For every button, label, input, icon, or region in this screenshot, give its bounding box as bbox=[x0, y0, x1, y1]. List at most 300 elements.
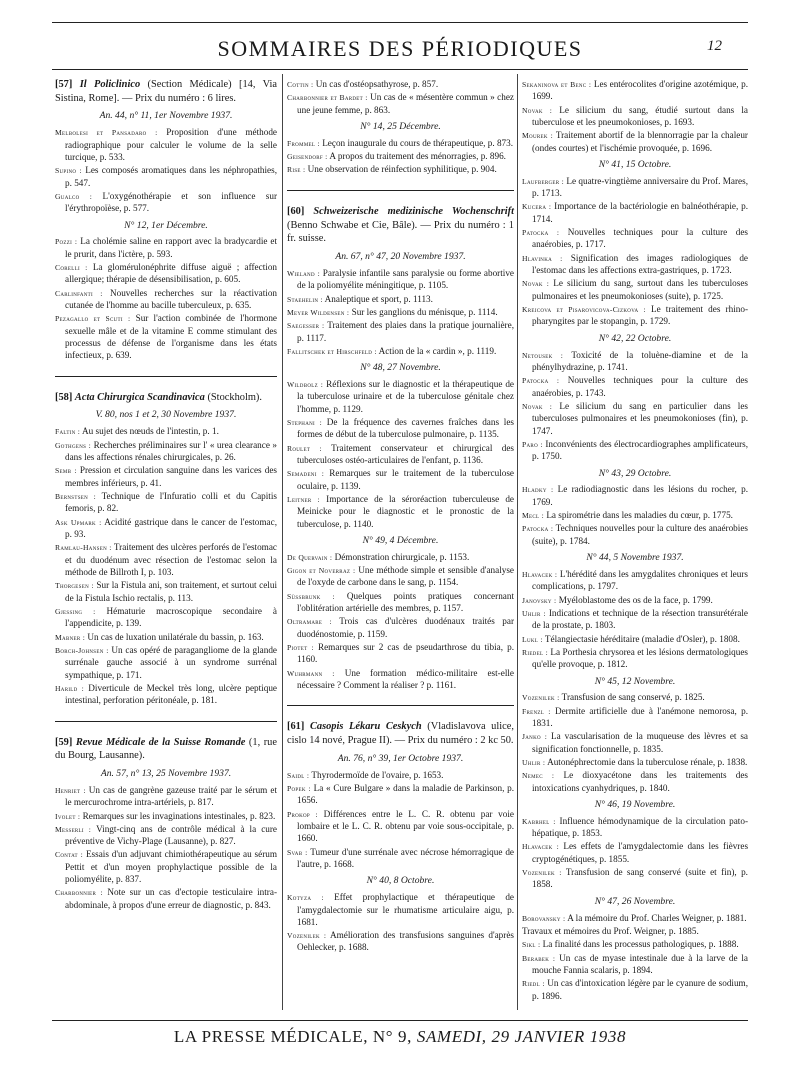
article-title: Une méthode simple et sensible d'analyse de l'oxyde de carbone dans le sang, p. 1154. bbox=[297, 565, 514, 588]
article-entry bbox=[287, 137, 514, 149]
article-entry bbox=[55, 810, 277, 822]
article-title: Nouvelles techniques pour la culture des anaérobies, p. 1743. bbox=[532, 375, 748, 398]
author-name: Wuhrmann : bbox=[287, 668, 335, 678]
article-title: La cholémie saline en rapport avec la bradycardie et le prurit, dans l'ictère, p. 593. bbox=[65, 236, 278, 259]
article-entry bbox=[55, 823, 277, 848]
article-title: La vascularisation de la muqueuse des lèvres et sa signification fonctionnelle, p. 1835. bbox=[532, 731, 748, 754]
author-name: De Quervain : bbox=[287, 552, 333, 562]
article-entry bbox=[55, 490, 277, 515]
author-name: Kreicova et Pisarovicova-Cizkova : bbox=[522, 305, 646, 315]
author-name: Roulet : bbox=[287, 443, 322, 453]
article-title: Hématurie macroscopique secondaire à l'appendicite, p. 139. bbox=[65, 605, 277, 629]
article-title: Un cas de luxation unilatérale du bassin, p. 163. bbox=[87, 631, 264, 642]
issue-heading: N° 44, 5 Novembre 1937. bbox=[586, 552, 684, 564]
article-title: Réflexions sur le diagnostic et la thérapeutique de la tuberculose urinaire et de la tuberculose génitale chez l'homme, p. 1129. bbox=[297, 379, 515, 414]
issue-heading: N° 42, 22 Octobre. bbox=[598, 332, 672, 344]
author-name: Gigon et Noverraz : bbox=[287, 566, 356, 576]
article-entry bbox=[287, 493, 514, 530]
author-name: Meyer Wildensen : bbox=[287, 307, 350, 317]
article-entry bbox=[522, 374, 748, 399]
journal-title: Casopis Lékaru Ceskych bbox=[309, 721, 422, 733]
article-title: Paralysie infantile sans paralysie ou forme abortive de la poliomyélite méningitique, p. 1105. bbox=[297, 267, 515, 291]
article-entry bbox=[522, 866, 748, 891]
article-title: Nouvelles recherches sur la réactivation cutanée de l'homme au bacille tuberculeux, p. 635. bbox=[65, 287, 278, 311]
author-name: Kotyza : bbox=[287, 893, 324, 903]
author-name: Nemec : bbox=[522, 771, 555, 781]
article-title: La finalité dans les processus pathologiques, p. 1888. bbox=[542, 939, 739, 950]
article-entry bbox=[522, 769, 748, 794]
article-title: Autonéphrectomie dans la tuberculose rénale, p. 1838. bbox=[547, 756, 748, 767]
article-title: Pression et circulation sanguine dans les varices des membres inférieurs, p. 41. bbox=[65, 465, 277, 488]
article-entry bbox=[287, 929, 514, 954]
article-title: Les entérocolites d'origine azotémique, p. 1699. bbox=[532, 79, 748, 102]
author-name: Novak : bbox=[522, 105, 553, 115]
author-name: Faltin : bbox=[55, 427, 81, 437]
article-entry bbox=[55, 164, 277, 189]
author-name: Henriet : bbox=[55, 785, 86, 795]
author-name: Rise : bbox=[287, 165, 306, 175]
author-name: Bernstsen : bbox=[55, 491, 97, 501]
issue-heading: An. 44, n° 11, 1er Novembre 1937. bbox=[99, 110, 233, 122]
author-name: Kabrhel : bbox=[522, 816, 556, 826]
article-title: Remarques sur les invaginations intestinales, p. 823. bbox=[82, 810, 276, 821]
article-title: Importance de la séroréaction tuberculeuse de Meinicke pour le diagnostic et le pronostic de la tuberculose, p. 1140. bbox=[297, 493, 515, 529]
author-name: Gualco : bbox=[55, 191, 93, 201]
section-separator bbox=[55, 721, 277, 722]
author-name: Fallitschek et Hirschfeld : bbox=[287, 346, 377, 356]
author-name: Borovansky : bbox=[522, 913, 566, 923]
author-name: Riedl : bbox=[522, 979, 545, 989]
article-entry bbox=[55, 541, 277, 578]
issue-heading: N° 12, 1er Décembre. bbox=[124, 219, 208, 231]
journal-heading bbox=[287, 720, 514, 747]
article-title: L'oxygénothérapie et son influence sur l'érythropoïèse, p. 577. bbox=[65, 190, 277, 214]
article-entry bbox=[55, 784, 277, 809]
journal-title: Revue Médicale de la Suisse Romande bbox=[75, 736, 246, 748]
article-entry bbox=[287, 769, 514, 781]
article-entry bbox=[522, 952, 748, 977]
author-name: Paro : bbox=[522, 439, 543, 449]
article-title: La Porthesia chrysorea et les lésions dermatologiques qu'elle provoque, p. 1812. bbox=[532, 646, 748, 670]
periodical-section bbox=[55, 736, 277, 912]
author-name: Vozenilek : bbox=[287, 931, 327, 941]
issue-heading: N° 43, 29 Octobre. bbox=[598, 467, 672, 479]
author-name: Carlinfanti : bbox=[55, 288, 103, 298]
article-title: Traitement des ulcères perforés de l'estomac et du duodénum avec résection de l'estomac selon la méthode de Billroth I, p. 103. bbox=[65, 542, 277, 577]
page-title: SOMMAIRES DES PÉRIODIQUES bbox=[217, 36, 583, 61]
article-entry bbox=[522, 633, 748, 645]
author-name: Mourek : bbox=[522, 131, 554, 141]
article-entry bbox=[287, 150, 514, 162]
issue-heading: V. 80, nos 1 et 2, 30 Novembre 1937. bbox=[95, 409, 237, 421]
article-title: Essais d'un adjuvant chimiothérapeutique au sérum Pettit et d'un moyen prophylactique possible de la poliomyélite, p. 837. bbox=[65, 849, 278, 885]
article-title: Le silicium du sang, surtout dans les tuberculoses pulmonaires et les pneumokonioses (suite), p. 1725. bbox=[532, 278, 748, 301]
article-title: Techniques nouvelles pour la culture des anaérobies (suite), p. 1784. bbox=[532, 523, 748, 546]
periodical-section bbox=[287, 720, 514, 953]
article-title: Dermite artificielle due à l'anémone nemorosa, p. 1831. bbox=[532, 705, 748, 728]
article-entry bbox=[287, 551, 514, 563]
article-entry bbox=[55, 126, 277, 163]
article-title: La spirométrie dans les maladies du cœur, p. 1775. bbox=[546, 510, 733, 521]
journal-title: Acta Chirurgica Scandinavica bbox=[74, 391, 205, 403]
article-title: La glomérulonéphrite diffuse aiguë ; affection allergique; thérapie de désensibilisation, p. 605. bbox=[65, 262, 278, 285]
article-title: Une observation de réinfection syphilitique, p. 904. bbox=[307, 164, 497, 175]
issue-heading: An. 76, n° 39, 1er Octobre 1937. bbox=[337, 752, 464, 764]
article-title: L'hérédité dans les amygdalites chroniques et leurs complications, p. 1797. bbox=[532, 568, 748, 592]
article-title: Une formation médico-militaire est-elle nécessaire ? Comment la réaliser ? p. 1161. bbox=[297, 667, 514, 691]
issue-heading: N° 48, 27 Novembre. bbox=[360, 362, 441, 374]
author-name: Svab : bbox=[287, 847, 308, 857]
article-title: Transfusion de sang conservé, p. 1825. bbox=[561, 692, 705, 703]
article-entry bbox=[55, 605, 277, 630]
author-name: Staehelin : bbox=[287, 294, 323, 304]
journal-number: [61] bbox=[287, 721, 305, 733]
article-entry bbox=[522, 438, 748, 463]
column-rule bbox=[517, 74, 518, 1010]
author-name: Hlavinka : bbox=[522, 253, 563, 263]
author-name: Charbonnier : bbox=[55, 888, 103, 898]
article-title: Indications et technique de la résection transurétérale de la prostate, p. 1803. bbox=[532, 607, 749, 631]
article-entry bbox=[522, 400, 748, 437]
article-entry bbox=[522, 977, 748, 1002]
author-name: Harild : bbox=[55, 683, 85, 693]
article-title: Le silicium du sang en particulier dans les tuberculoses pulmonaires et les pneumokonioses (fin), p. 1747. bbox=[532, 400, 748, 436]
author-name: Gjessing : bbox=[55, 606, 96, 616]
author-name: Charbonnier et Bardet : bbox=[287, 93, 368, 103]
author-name: Hladky : bbox=[522, 485, 554, 495]
author-name: Mecl : bbox=[522, 511, 545, 521]
article-title: Remarques sur 2 cas de pseudarthrose du tibia, p. 1160. bbox=[297, 642, 514, 665]
issue-heading: An. 67, n° 47, 20 Novembre 1937. bbox=[335, 251, 466, 263]
article-entry bbox=[287, 564, 514, 589]
article-entry bbox=[522, 226, 748, 251]
author-name: Patocka : bbox=[522, 228, 560, 238]
author-name: Kucera : bbox=[522, 202, 552, 212]
article-title: Sur l'action combinée de l'hormone sexuelle mâle et de la vitamine E comme stimulant des processus de défense de l'organisme dans les états infectieux, p. 639. bbox=[65, 313, 278, 361]
journal-heading bbox=[287, 205, 514, 246]
author-name: Vozenilek : bbox=[522, 868, 562, 878]
author-name: Thorgesen : bbox=[55, 581, 94, 591]
author-name: Novak : bbox=[522, 279, 550, 289]
article-entry bbox=[287, 615, 514, 640]
article-entry bbox=[287, 590, 514, 615]
author-name: Messerli : bbox=[55, 824, 92, 834]
article-title: Sur la Fistula ani, son traitement, et surtout celui de la Fistula Ischio rectalis, p. 113. bbox=[65, 580, 277, 603]
issue-heading: An. 57, n° 13, 25 Novembre 1937. bbox=[100, 768, 232, 779]
article-entry bbox=[522, 522, 748, 547]
author-name: Hlavacek : bbox=[522, 569, 558, 579]
article-entry bbox=[522, 200, 748, 225]
article-title: Influence hémodynamique de la circulation pato-hépatique, p. 1853. bbox=[532, 815, 749, 839]
article-title: Télangiectasie héréditaire (maladie d'Osler), p. 1808. bbox=[544, 633, 740, 644]
article-title: Quelques points pratiques concernant l'oblitération artérielle des membres, p. 1157. bbox=[297, 590, 515, 614]
article-title: Tumeur d'une surrénale avec nécrose hémorragique de l'autre, p. 1668. bbox=[297, 846, 514, 869]
article-title: Traitement conservateur et chirurgical des tuberculoses ostéo-articulaires de l'enfant, p. 1136. bbox=[297, 442, 515, 465]
article-entry bbox=[287, 891, 514, 928]
article-entry bbox=[522, 730, 748, 755]
column-1 bbox=[55, 78, 277, 917]
column-3 bbox=[522, 78, 748, 1008]
article-entry bbox=[522, 912, 748, 924]
article-entry bbox=[55, 848, 277, 885]
article-title: Inconvénients des électrocardiographes amplificateurs, p. 1750. bbox=[532, 438, 749, 462]
author-name: Melbolesi et Pansadaro : bbox=[55, 128, 158, 138]
article-entry bbox=[55, 644, 277, 681]
author-name: Wieland : bbox=[287, 268, 320, 278]
journal-info: (Section Médicale) [14, Via Sistina, Rome]. — Prix du numéro : 6 lires. bbox=[55, 79, 277, 104]
header-bottom-rule bbox=[52, 69, 748, 70]
author-name: Riedel : bbox=[522, 647, 549, 657]
header-top-rule bbox=[52, 22, 748, 23]
article-entry bbox=[287, 442, 514, 467]
article-title: La « Cure Bulgare » dans la maladie de Parkinson, p. 1656. bbox=[297, 783, 515, 806]
issue-heading: N° 46, 19 Novembre. bbox=[594, 798, 676, 810]
footer-date: SAMEDI, 29 JANVIER 1938 bbox=[416, 1027, 627, 1046]
author-name: Geisendorf : bbox=[287, 152, 328, 162]
column-2 bbox=[287, 78, 514, 960]
article-entry bbox=[522, 840, 748, 865]
journal-heading bbox=[55, 391, 277, 405]
article-title: Le traitement des rhino-pharyngites par le stopangin, p. 1729. bbox=[532, 304, 749, 327]
author-name: Stephani : bbox=[287, 417, 323, 427]
article-entry bbox=[522, 277, 748, 302]
author-name: Ask Upmark : bbox=[55, 517, 102, 527]
article-title: Trois cas d'ulcères duodénaux traités par duodénostomie, p. 1159. bbox=[297, 616, 514, 639]
author-name: Ivolet : bbox=[55, 811, 81, 821]
article-entry bbox=[55, 439, 277, 464]
article-title: Un cas de myase intestinale due à la larve de la mouche Fannia scalaris, p. 1894. bbox=[532, 952, 749, 975]
article-entry bbox=[55, 235, 277, 260]
section-separator bbox=[287, 705, 514, 706]
journal-title: Il Policlinico bbox=[79, 79, 141, 90]
article-title: Technique de l'Infuratio colli et du Capitis femoris, p. 82. bbox=[65, 490, 277, 514]
page-number: 12 bbox=[707, 38, 722, 54]
journal-number: [58] bbox=[55, 391, 73, 403]
article-title: A propos du traitement des ménorragies, p. 896. bbox=[329, 151, 506, 162]
article-title: De la fréquence des cavernes fraîches dans les formes de début de la tuberculose pulmonaire, p. 1135. bbox=[297, 416, 514, 440]
article-title: Amélioration des transfusions sanguines d'après Oehlecker, p. 1688. bbox=[297, 930, 514, 953]
article-entry bbox=[55, 425, 277, 437]
author-name: Janko : bbox=[522, 732, 548, 742]
article-entry bbox=[522, 78, 748, 103]
article-entry bbox=[55, 886, 277, 911]
author-name: Oltramare : bbox=[287, 617, 332, 627]
article-entry bbox=[522, 175, 748, 200]
author-name: Saidl : bbox=[287, 770, 310, 780]
article-entry bbox=[287, 467, 514, 492]
author-name: Pozzi : bbox=[55, 237, 78, 247]
journal-title: Schweizerische medizinische Wochenschrift bbox=[313, 205, 514, 217]
journal-info: (Benno Schwabe et Cie, Bâle). — Prix du numéro : 1 fr. suisse. bbox=[287, 219, 514, 245]
author-name: Süssbrunk : bbox=[287, 591, 335, 601]
article-entry bbox=[522, 705, 748, 730]
journal-info: (Stockholm). bbox=[207, 391, 262, 403]
journal-heading bbox=[55, 78, 277, 105]
article-entry bbox=[522, 756, 748, 768]
author-name: Semb : bbox=[55, 466, 77, 476]
article-title: Au sujet des nœuds de l'intestin, p. 1. bbox=[81, 426, 219, 437]
article-entry bbox=[55, 261, 277, 286]
article-title: Un cas de gangrène gazeuse traité par le sérum et le mercurochrome intra-artériels, p. 817. bbox=[65, 784, 277, 808]
article-entry bbox=[522, 568, 748, 593]
article-title: Leçon inaugurale du cours de thérapeutique, p. 873. bbox=[322, 137, 514, 148]
article-title: Les composés aromatiques dans les néphropathies, p. 547. bbox=[65, 165, 278, 188]
article-title: Vingt-cinq ans de contrôle médical à la cure préventive de Vichy-Plage (Lausanne), p. 827. bbox=[65, 823, 278, 847]
article-entry bbox=[55, 190, 277, 215]
article-title: Un cas d'intoxication légère par le cyanure de sodium, p. 1896. bbox=[532, 978, 749, 1001]
article-entry bbox=[287, 667, 514, 692]
periodical-section bbox=[55, 78, 277, 362]
article-entry bbox=[287, 267, 514, 292]
section-separator bbox=[287, 190, 514, 191]
article-title: Transfusion de sang conservé (suite et fin), p. 1858. bbox=[532, 867, 748, 890]
article-entry bbox=[287, 782, 514, 807]
article-entry bbox=[55, 287, 277, 312]
author-name: Janovsky : bbox=[522, 595, 557, 605]
issue-heading: N° 14, 25 Décembre. bbox=[360, 120, 441, 132]
periodical-section bbox=[522, 78, 748, 1002]
article-title: Recherches préliminaires sur l' « urea clearance » dans les affections rénales chirurgicales, p. 26. bbox=[65, 439, 278, 462]
page-footer bbox=[52, 1027, 748, 1047]
author-name: Lukl : bbox=[522, 634, 543, 644]
article-entry bbox=[287, 91, 514, 116]
author-name: Borch-Johnsen : bbox=[55, 645, 109, 655]
article-title: Effet prophylactique et thérapeutique de l'amygdalectomie sur le rhumatisme articulaire aigu, p. 1681. bbox=[297, 892, 514, 927]
author-name: Wildbolz : bbox=[287, 380, 324, 389]
author-name: Corelli : bbox=[55, 263, 88, 273]
author-name: Frommel : bbox=[287, 138, 320, 148]
article-entry bbox=[287, 306, 514, 318]
author-name: Cottin : bbox=[287, 80, 314, 89]
article-entry bbox=[55, 682, 277, 707]
article-entry bbox=[287, 78, 514, 90]
article-entry bbox=[522, 483, 748, 508]
periodical-section bbox=[287, 205, 514, 692]
issue-heading: N° 41, 15 Octobre. bbox=[598, 158, 672, 170]
author-name: Patocka : bbox=[522, 524, 554, 534]
author-name: Piotet : bbox=[287, 643, 314, 653]
article-title: Thyrodermoïde de l'ovaire, p. 1653. bbox=[311, 769, 444, 780]
author-name: Leitner : bbox=[287, 494, 320, 504]
article-title: Remarques sur le traitement de la tuberculose oculaire, p. 1139. bbox=[297, 468, 514, 491]
article-title: Traitement des plaies dans la pratique journalière, p. 1117. bbox=[297, 320, 514, 343]
periodical-section bbox=[55, 391, 277, 707]
author-name: Popek : bbox=[287, 784, 311, 794]
article-entry bbox=[522, 925, 748, 937]
article-title: Le silicium du sang, étudié surtout dans la tuberculose et les pneumokonioses, p. 1693. bbox=[532, 104, 748, 127]
article-title: Myéloblastome des os de la face, p. 1799. bbox=[558, 594, 713, 605]
article-entry bbox=[55, 579, 277, 604]
author-name: Hlavacek : bbox=[522, 842, 560, 852]
author-name: Novak : bbox=[522, 401, 553, 411]
article-entry bbox=[287, 846, 514, 871]
article-entry bbox=[522, 691, 748, 703]
article-title: Le radiodiagnostic dans les lésions du rocher, p. 1769. bbox=[532, 484, 748, 507]
author-name: Laufberger : bbox=[522, 176, 565, 186]
article-title: Traitement abortif de la blennorragie par la chaleur (ondes courtes) et l'ischémie provoquée, p. 1696. bbox=[532, 130, 748, 153]
journal-info: (Vladislavova ulice, cislo 14 nové, Prague II). — Prix du numéro : 2 kc 50. bbox=[287, 721, 514, 747]
article-title: Démonstration chirurgicale, p. 1153. bbox=[334, 551, 470, 562]
author-name: Uhlir : bbox=[522, 757, 546, 767]
author-name: Sekaninova et Benc : bbox=[522, 80, 592, 89]
article-title: A la mémoire du Prof. Charles Weigner, p. 1881. bbox=[567, 912, 747, 923]
author-name: Pezagallo et Scuti : bbox=[55, 314, 131, 324]
section-separator bbox=[55, 376, 277, 377]
article-entry bbox=[522, 815, 748, 840]
author-name: Ramlau-Hansen : bbox=[55, 543, 112, 553]
author-name: Sikl : bbox=[522, 940, 541, 950]
article-entry bbox=[522, 252, 748, 277]
article-entry bbox=[55, 516, 277, 541]
article-entry bbox=[287, 808, 514, 845]
article-entry bbox=[522, 938, 748, 950]
author-name: Gothgens : bbox=[55, 440, 92, 450]
article-title: Importance de la bactériologie en balnéothérapie, p. 1714. bbox=[532, 201, 748, 224]
author-name: Vozenilek : bbox=[522, 693, 560, 703]
article-entry bbox=[287, 319, 514, 344]
author-name: Uhlir : bbox=[522, 608, 546, 618]
article-entry bbox=[287, 293, 514, 305]
issue-heading: N° 45, 12 Novembre. bbox=[594, 675, 676, 687]
author-name: Saegesser : bbox=[287, 321, 325, 331]
footer-journal: LA PRESSE MÉDICALE, N° 9, bbox=[173, 1027, 412, 1046]
article-title: Travaux et mémoires du Prof. Weigner, p. 1885. bbox=[522, 925, 699, 936]
article-title: Le dioxyacétone dans les traitements des intoxications cyanhydriques, p. 1840. bbox=[532, 770, 749, 793]
article-entry bbox=[287, 163, 514, 175]
article-entry bbox=[287, 378, 514, 415]
article-entry bbox=[522, 646, 748, 671]
article-title: Le quatre-vingtième anniversaire du Prof. Mares, p. 1713. bbox=[532, 175, 748, 199]
author-name: Contat : bbox=[55, 850, 84, 860]
article-entry bbox=[522, 594, 748, 606]
journal-number: [60] bbox=[287, 205, 305, 217]
article-title: Un cas opéré de paragangliome de la glande surrénale gauche associé à un syndrome surrénal sympathique, p. 171. bbox=[65, 644, 278, 680]
column-rule bbox=[282, 74, 283, 1010]
article-title: Action de la « cardin », p. 1119. bbox=[378, 345, 497, 356]
article-entry bbox=[287, 641, 514, 666]
article-entry bbox=[522, 349, 748, 374]
article-entry bbox=[55, 312, 277, 361]
article-title: Signification des images radiologiques de l'estomac dans les affections extra-gastriques, p. 1723. bbox=[532, 252, 749, 276]
author-name: Berabek : bbox=[522, 953, 556, 963]
article-entry bbox=[287, 416, 514, 441]
article-title: Sur les ganglions du ménisque, p. 1114. bbox=[351, 306, 498, 317]
article-title: Les effets de l'amygdalectomie dans les fièvres cryptogénétiques, p. 1855. bbox=[532, 841, 749, 864]
article-entry bbox=[522, 104, 748, 129]
author-name: Netousek : bbox=[522, 350, 564, 360]
article-entry bbox=[522, 303, 748, 328]
author-name: Frenzl : bbox=[522, 706, 551, 716]
issue-heading: N° 49, 4 Décembre. bbox=[362, 534, 439, 546]
article-title: Note sur un cas d'ectopie testiculaire intra-abdominale, à propos d'une erreur de diagnostic, p. 843. bbox=[65, 887, 277, 910]
article-entry bbox=[55, 464, 277, 489]
article-entry bbox=[522, 607, 748, 632]
author-name: Patocka : bbox=[522, 376, 560, 386]
author-name: Prokop : bbox=[287, 809, 318, 819]
article-title: Différences entre le L. C. R. obtenu par voie lombaire et le L. C. R. obtenu par voie sous-occipitale, p. 1660. bbox=[297, 808, 514, 844]
article-entry bbox=[522, 129, 748, 154]
article-title: Un cas d'ostéopsathyrose, p. 857. bbox=[315, 79, 439, 89]
author-name: Semadeni : bbox=[287, 469, 325, 479]
article-title: Toxicité de la toluène-diamine et de la phénylhydrazine, p. 1741. bbox=[532, 349, 748, 372]
article-title: Proposition d'une méthode radiographique pour calculer le volume de la selle turcique, p. 533. bbox=[65, 127, 278, 162]
article-title: Analeptique et sport, p. 1113. bbox=[324, 293, 433, 304]
article-entry bbox=[522, 509, 748, 521]
author-name: Mabner : bbox=[55, 632, 86, 642]
issue-heading: N° 40, 8 Octobre. bbox=[366, 875, 435, 887]
journal-number: [59] bbox=[55, 736, 73, 748]
journal-heading bbox=[55, 736, 277, 763]
